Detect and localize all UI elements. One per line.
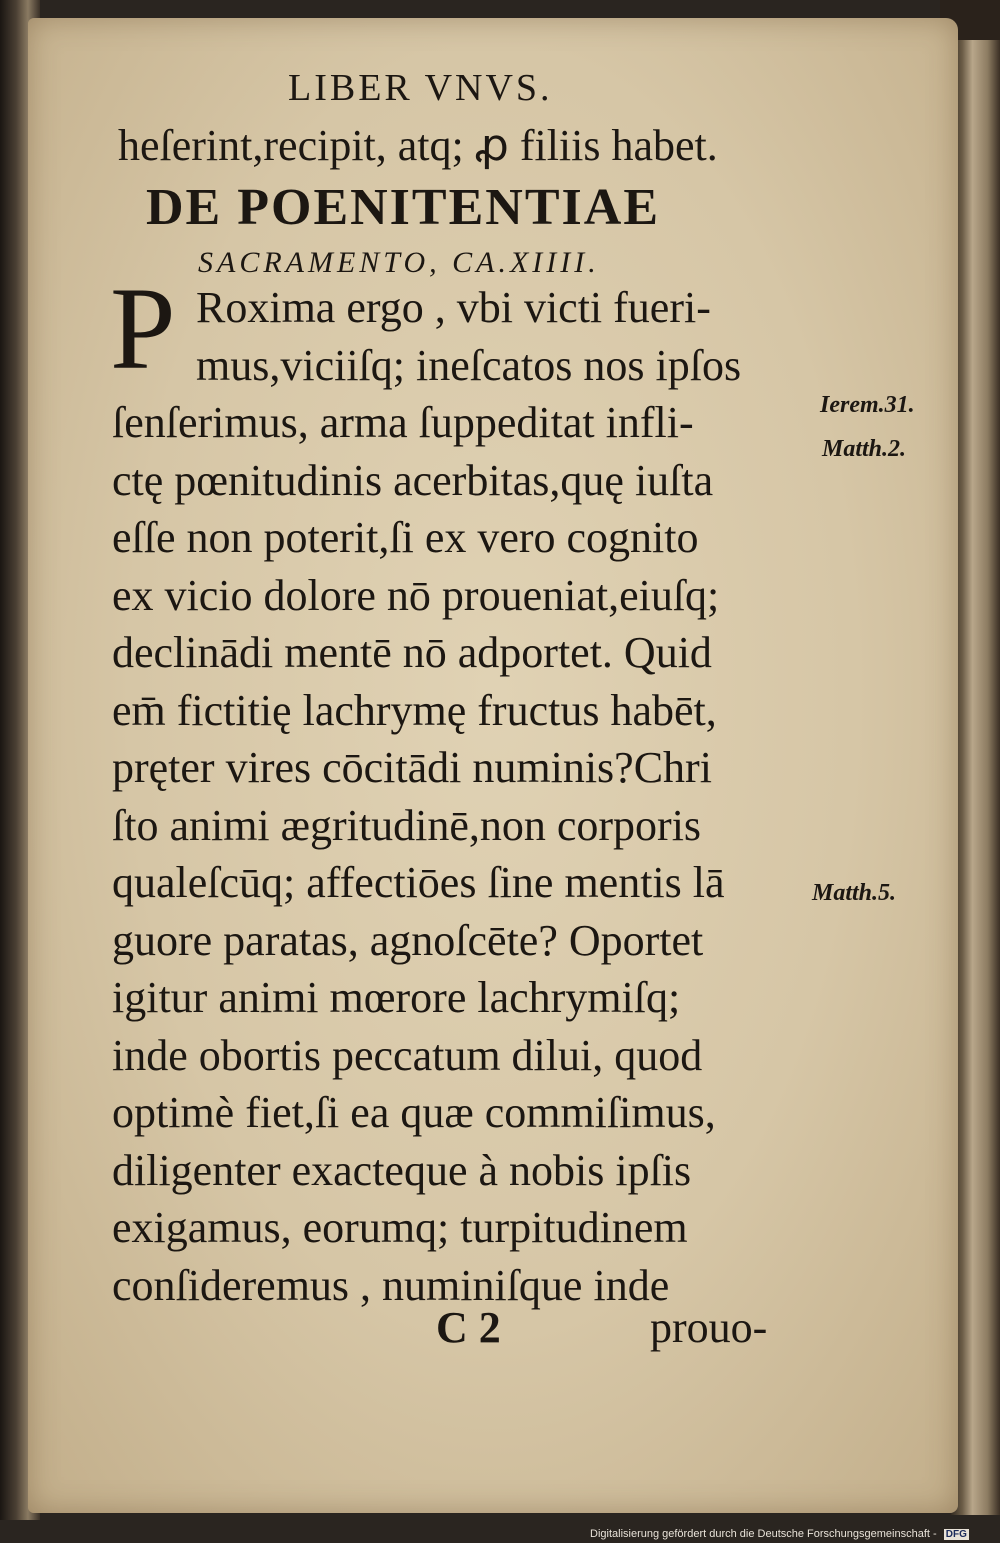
text-line: declinādi mentē nō adportet. Quid — [112, 628, 712, 677]
text-line: eſſe non poterit,ſi ex vero cognito — [112, 513, 699, 562]
first-line: heſerint,recipit, atq; ꝓ filiis habet. — [118, 121, 718, 170]
text-line: guore paratas, agnoſcēte? Oportet — [112, 915, 704, 965]
text-line: ſto animi ægritudinē,non corporis — [112, 800, 702, 850]
digitization-footer — [590, 1528, 969, 1540]
text-line: exigamus, eorumq; turpitudinem — [112, 1203, 688, 1252]
text-line: Roxima ergo , vbi victi fueri- — [196, 283, 711, 332]
text-line: ex vicio dolore nō proueniat,eiuſq; — [112, 570, 720, 620]
text-line: optimè fiet,ſi ea quæ commiſimus, — [112, 1088, 716, 1137]
margin-note: Matth.5. — [812, 880, 897, 906]
signature-mark: C 2 — [436, 1303, 501, 1352]
text-line: igitur animi mœrore lachrymiſq; — [112, 973, 681, 1022]
text-line: pręter vires cōcitādi numinis?Chri — [112, 743, 712, 792]
margin-note: Matth.2. — [822, 436, 907, 462]
chapter-subtitle: SACRAMENTO, CA.XIIII. — [198, 246, 600, 279]
text-line: diligenter exacteque à nobis ipſis — [112, 1145, 692, 1195]
text-line: conſideremus , numiniſque inde — [112, 1260, 670, 1310]
dfg-logo: DFG — [945, 1529, 967, 1540]
text-line: qualeſcūq; affectiōes ſine mentis lā — [112, 858, 725, 907]
text-line: em̄ fictitię lachrymę fructus habēt, — [112, 685, 717, 735]
catchword: prouo- — [650, 1303, 768, 1352]
margin-note: Ierem.31. — [820, 392, 915, 418]
footer-text: Digitalisierung gefördert durch die Deutsche Forschungsgemeinschaft - — [590, 1528, 937, 1540]
drop-cap: P — [110, 263, 176, 394]
running-head: LIBER VNVS. — [288, 67, 553, 109]
text-line: inde obortis peccatum dilui, quod — [112, 1030, 703, 1080]
text-line: ſenſerimus, arma ſuppeditat infli- — [112, 398, 694, 447]
text-line: mus,viciiſq; ineſcatos nos ipſos — [196, 340, 742, 390]
text-line: ctę pœnitudinis acerbitas,quę iuſta — [112, 455, 714, 505]
chapter-title: DE POENITENTIAE — [146, 179, 660, 236]
